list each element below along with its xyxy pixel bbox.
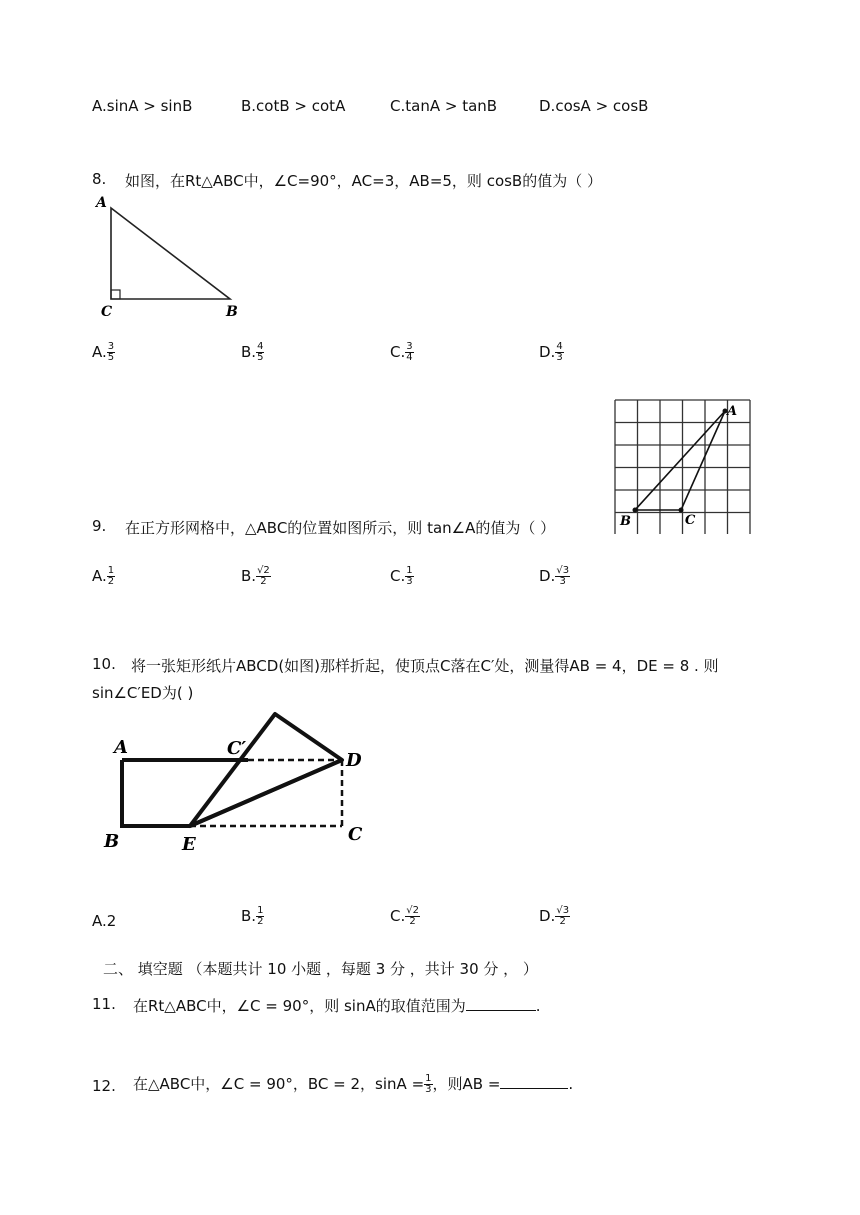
frac-den: 3 — [406, 576, 413, 587]
q10-option-d — [539, 906, 570, 927]
q11-line — [133, 995, 541, 1016]
option-prefix: D. — [539, 907, 556, 925]
q9-text: 在正方形网格中，△ABC的位置如图所示，则 tan∠A的值为（ ） — [125, 519, 556, 537]
q9-side-ab — [635, 411, 725, 510]
q8-triangle-figure — [92, 190, 252, 320]
option-prefix: A. — [92, 567, 107, 585]
q10-label-b: B — [104, 831, 120, 852]
frac-den: 3 — [559, 576, 566, 587]
q11-period: . — [535, 997, 541, 1015]
q10-label-d: D — [346, 750, 362, 771]
q9-grid — [615, 400, 750, 534]
frac-num: 3 — [107, 341, 115, 352]
q12-text-after: ，则AB = — [432, 1075, 501, 1093]
frac-num: 3 — [406, 341, 413, 352]
q9-point-c — [679, 508, 684, 513]
q7-option-b: B.cotB > cotA — [241, 97, 346, 115]
frac-num: √2 — [406, 905, 419, 916]
q9-option-b — [241, 566, 271, 587]
q9-grid-figure — [613, 398, 751, 534]
frac-den: 5 — [107, 352, 115, 363]
frac-den: 2 — [559, 916, 566, 927]
q10-label-e: E — [182, 834, 196, 855]
q7-option-c: C.tanA > tanB — [390, 97, 498, 115]
q8-option-a — [92, 342, 115, 363]
q10-number: 10. — [92, 655, 116, 673]
frac-den: 2 — [257, 916, 264, 927]
frac-den: 2 — [409, 916, 416, 927]
q12-answer-blank[interactable] — [500, 1074, 568, 1089]
option-prefix: A. — [92, 912, 107, 930]
frac-den: 2 — [107, 576, 115, 587]
option-prefix: D. — [539, 343, 556, 361]
q8-label-a: A — [96, 195, 107, 211]
q10-label-c-prime: C′ — [227, 738, 247, 759]
option-prefix: D. — [539, 567, 556, 585]
q9-side-ac — [681, 411, 725, 510]
q8-label-b: B — [226, 304, 238, 320]
frac-num: √2 — [257, 565, 270, 576]
q10-fold-figure — [100, 704, 375, 864]
q10-text-line2: sin∠C′ED为( ) — [92, 684, 194, 702]
q8-option-c — [390, 342, 414, 363]
q10-text-line1: 将一张矩形纸片ABCD(如图)那样折起，使顶点C落在C′处，测量得AB = 4，DE = 8 . 则 — [131, 657, 719, 675]
q12-line — [133, 1073, 573, 1095]
q10-rect-left — [122, 760, 190, 826]
option-prefix: C. — [390, 567, 406, 585]
q9-number: 9. — [92, 517, 107, 535]
q7-option-a: A.sinA > sinB — [92, 97, 193, 115]
frac-num: 1 — [406, 565, 413, 576]
q9-option-c — [390, 566, 414, 587]
option-prefix: B. — [241, 343, 257, 361]
option-prefix: B. — [241, 567, 257, 585]
q11-text: 在Rt△ABC中，∠C = 90°，则 sinA的取值范围为 — [133, 997, 466, 1015]
q7-option-d: D.cosA > cosB — [539, 97, 649, 115]
q9-option-a — [92, 566, 115, 587]
frac-den: 3 — [556, 352, 563, 363]
q9-label-a: A — [727, 404, 738, 419]
frac-num: 4 — [556, 341, 563, 352]
frac-num: 1 — [107, 565, 115, 576]
q11-number: 11. — [92, 995, 116, 1013]
q10-option-c — [390, 906, 420, 927]
q12-text-before: 在△ABC中，∠C = 90°，BC = 2，sinA = — [133, 1075, 425, 1093]
frac-den: 3 — [425, 1084, 432, 1095]
q8-text: 如图，在Rt△ABC中，∠C=90°，AC=3，AB=5，则 cosB的值为（ ） — [125, 172, 602, 190]
frac-num: √3 — [556, 565, 570, 576]
q11-answer-blank[interactable] — [466, 996, 536, 1011]
q8-label-c: C — [101, 304, 113, 320]
frac-den: 4 — [406, 352, 413, 363]
q10-label-c: C — [348, 824, 363, 845]
q8-option-b — [241, 342, 264, 363]
option-value: 2 — [106, 912, 117, 930]
q9-label-b: B — [620, 514, 631, 529]
q8-right-angle-mark — [111, 290, 120, 299]
q8-triangle — [111, 208, 230, 299]
frac-num: 4 — [257, 341, 264, 352]
q10-label-a: A — [114, 737, 128, 758]
option-prefix: C. — [390, 343, 406, 361]
q10-option-b — [241, 906, 264, 927]
option-prefix: B. — [241, 907, 257, 925]
frac-num: 1 — [425, 1073, 432, 1084]
frac-num: √3 — [556, 905, 570, 916]
q9-point-b — [633, 508, 638, 513]
q12-number: 12. — [92, 1077, 116, 1095]
q9-label-c: C — [685, 513, 696, 528]
q8-option-d — [539, 342, 564, 363]
frac-num: 1 — [257, 905, 264, 916]
frac-den: 2 — [260, 576, 267, 587]
option-prefix: C. — [390, 907, 406, 925]
q12-period: . — [568, 1075, 574, 1093]
q8-number: 8. — [92, 170, 107, 188]
q9-option-d — [539, 566, 570, 587]
q10-option-a — [92, 912, 116, 930]
section2-heading: 二、 填空题 （本题共计 10 小题 ，每题 3 分 ，共计 30 分 ， ） — [103, 960, 538, 978]
frac-den: 5 — [257, 352, 264, 363]
option-prefix: A. — [92, 343, 107, 361]
